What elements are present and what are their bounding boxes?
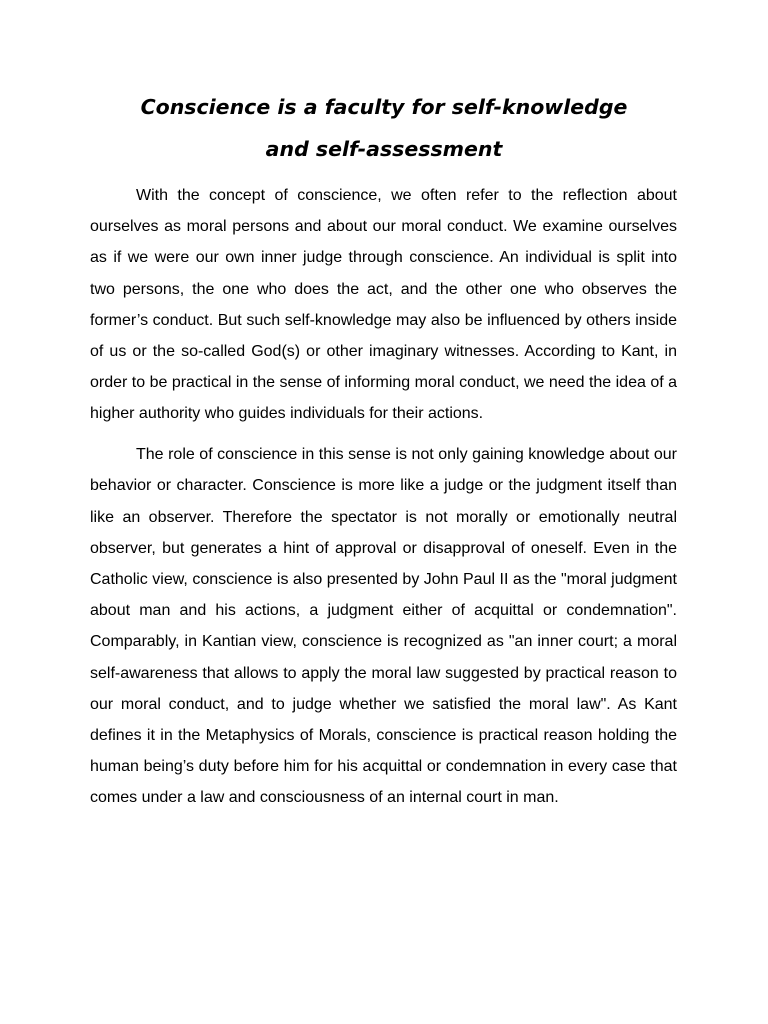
title-line-2: and self-assessment bbox=[265, 137, 503, 161]
title-line-1: Conscience is a faculty for self-knowledge bbox=[140, 95, 628, 119]
paragraph-1: With the concept of conscience, we often refer to the reflection about ourselves as moral persons and about our moral conduct. We examine ourselves as if we were our own inner judge through conscience. An individual is split into two persons, the one who does the act, and the other one who observes the former’s conduct. But such self-knowledge may also be influenced by others inside of us or the so-called God(s) or other imaginary witnesses. According to Kant, in order to be practical in the sense of informing moral conduct, we need the idea of a higher authority who guides individuals for their actions. bbox=[90, 187, 678, 423]
document-title bbox=[60, 86, 708, 170]
paragraph-2: The role of conscience in this sense is not only gaining knowledge about our behavior or character. Conscience is more like a judge or the judgment itself than like an observer. Therefore the spectator is not morally or emotionally neutral observer, but generates a hint of approval or disapproval of oneself. Even in the Catholic view, conscience is also presented by John Paul II as the "moral judgment about man and his actions, a judgment either of acquittal or condemnation". Comparably, in Kantian view, conscience is recognized as "an inner court; a moral self-awareness that allows to apply the moral law suggested by practical reason to our moral conduct, and to judge whether we satisfied the moral law". As Kant defines it in the Metaphysics of Morals, conscience is practical reason holding the human being’s duty before him for his acquittal or condemnation in every case that comes under a law and consciousness of an internal court in man. bbox=[90, 446, 677, 807]
document-body bbox=[90, 180, 677, 814]
